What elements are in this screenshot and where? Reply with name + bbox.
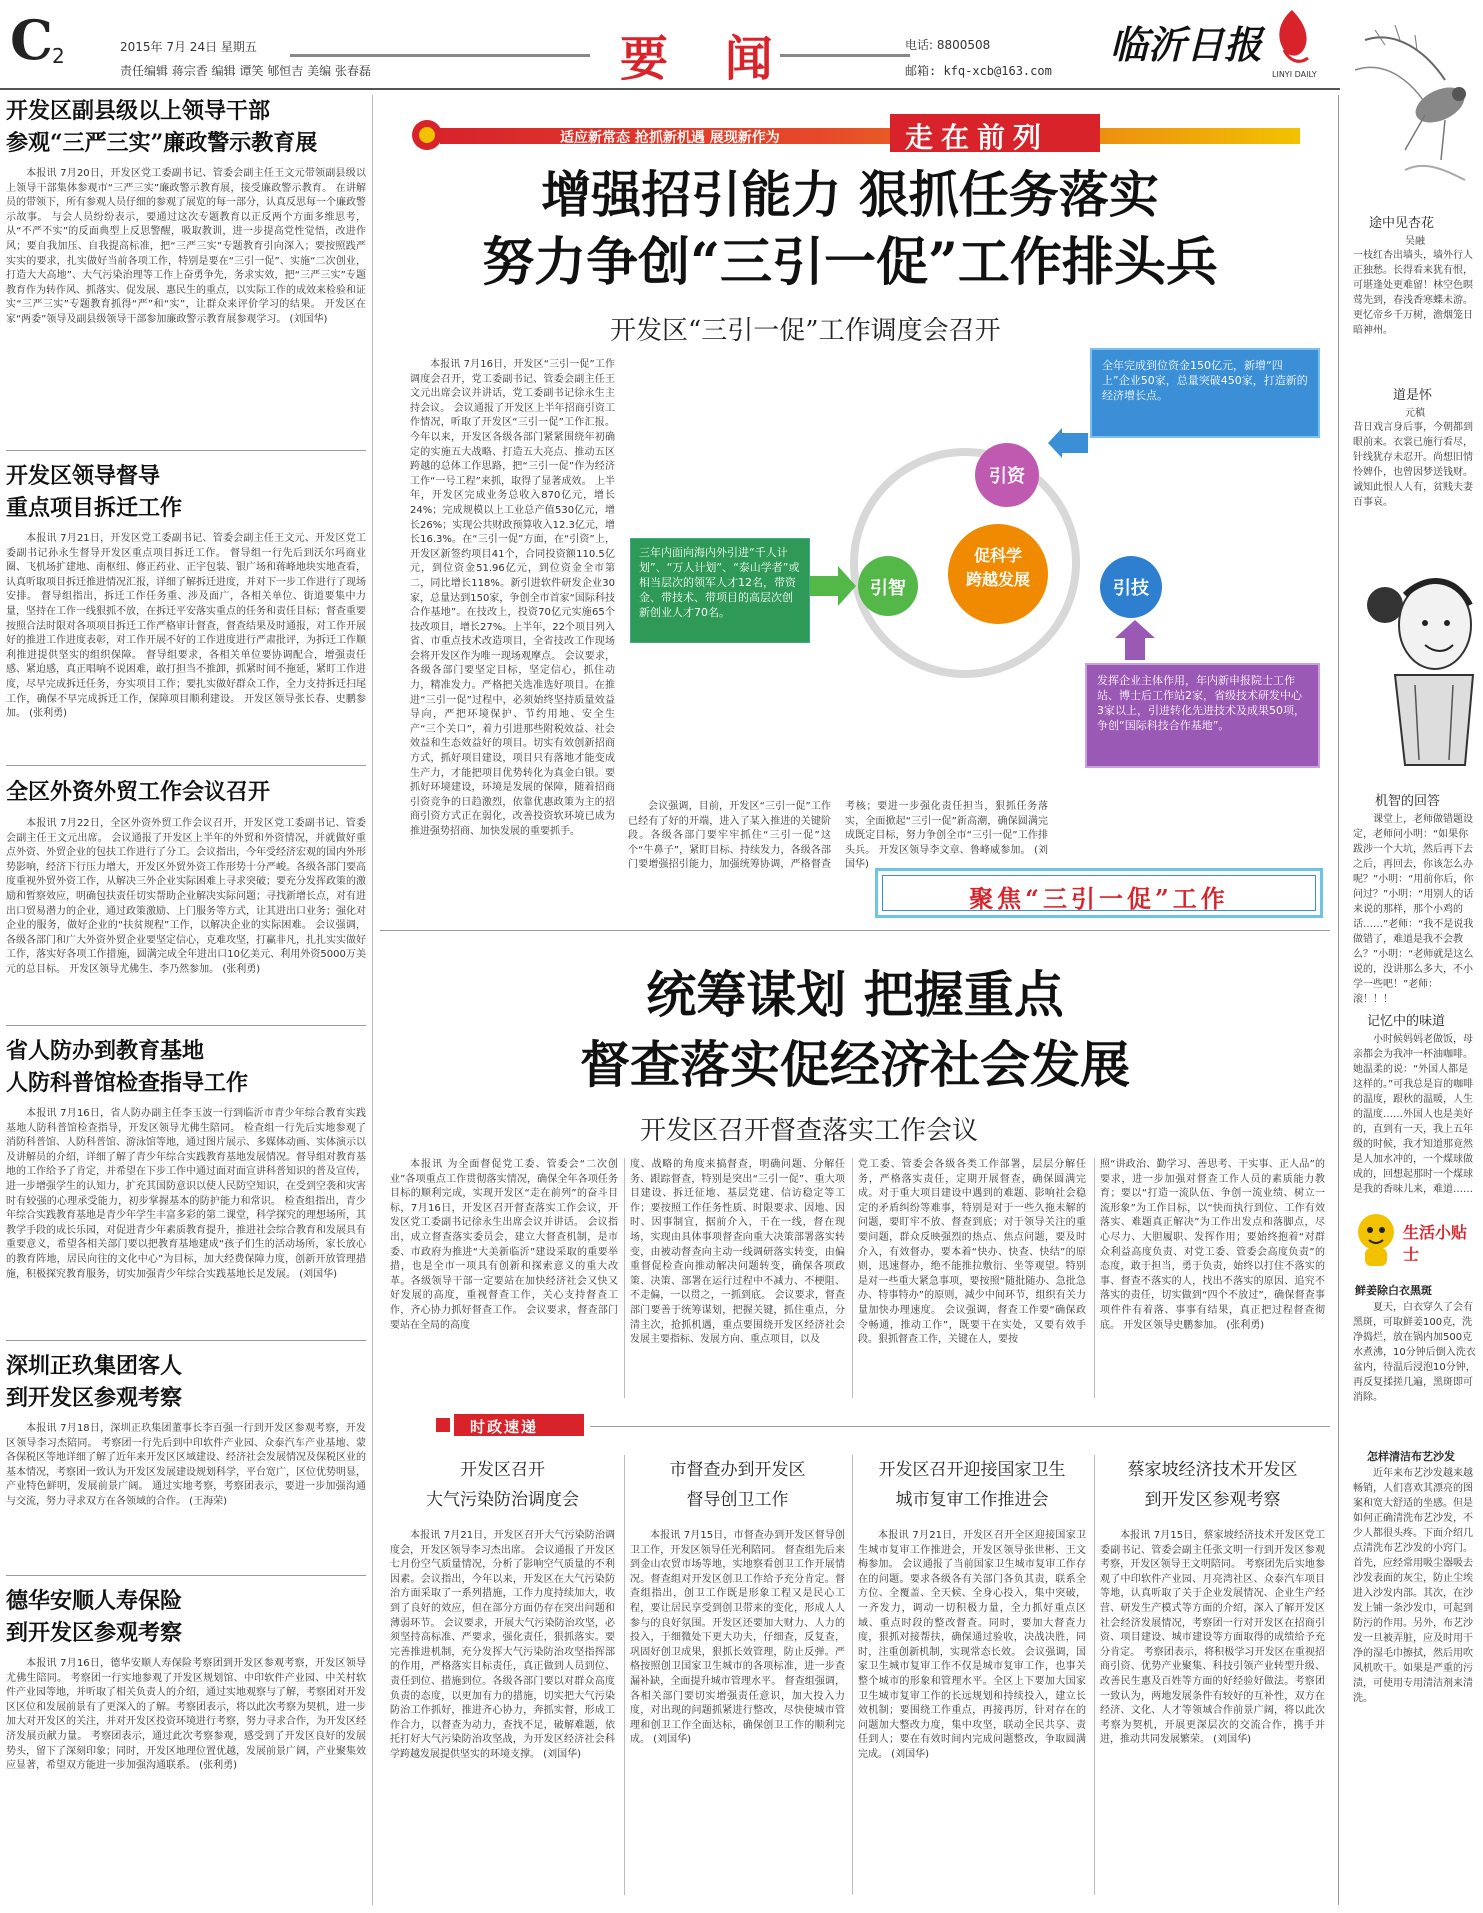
masthead-logo-sub: LINYI DAILY	[1272, 70, 1317, 79]
left-article-6	[6, 1585, 366, 1892]
column-rule	[852, 1158, 853, 1398]
quick-news-item-1-title2: 大气污染防治调度会	[426, 1490, 579, 1510]
lead-body-col2: 会议强调，目前，开发区“三引一促”工作已经有了好的开端，进入了某入推进的关键阶段。各级各部门要牢牢抓住“三引一促”这个“牛鼻子”，紧盯目标、持续发力，各级各部门要增强招引能力，加强统筹协调，严格督查考核；要进一步强化责任担当，狠抓任务落实，全面掀起“三引一促”新高潮，确保圆满完成既定目标，努力争创全市“三引一促”工作排头兵。 开发区领导李文章、鲁峰威参加。 (刘国华)	[628, 801, 1048, 871]
column-rule	[1094, 1455, 1095, 1895]
joke-title: 机智的回答	[1375, 794, 1441, 809]
masthead-logo-emblem	[1270, 8, 1314, 66]
divider	[6, 1025, 366, 1026]
divider	[6, 450, 366, 451]
banner-column: 走在前列	[905, 121, 1050, 154]
second-title-1: 统筹谋划 把握重点	[646, 965, 1064, 1024]
quick-news-item-1-body: 本报讯 7月21日，开发区召开大气污染防治调度会，开发区领导李习杰出席。 会议通报了开发区七月份空气质量情况，分析了影响空气质量的不利因素。会议指出，今年以来，开发区在大气污染防治方面采取了一系列措施，工作力度持续加大，收到了良好的效应，但在部分方面仍存在突出问题和薄弱环节。 会议要求，开展大气污染防治攻坚，必须坚持高标准、严要求，强化责任，狠抓落实。要完善推进机制，充分发挥大气污染防治攻坚指挥部的作用，严格落实目标责任，真正做到人员到位、责任到位、措施到位。各级各部门要以对群众高度负责的态度，以更加有力的措施，切实把大气污染防治工作抓好，推进齐心协力，奔抓实督，形成工作合力，以督查为动力，查找不足，破解难题，依托打好大气污染防治攻坚战，为开发区经济社会科学跨越发展提供坚实的环境支撑。 (刘国华)	[390, 1530, 615, 1760]
quick-news-item-2-title2: 督导创卫工作	[686, 1490, 789, 1510]
note-right	[1085, 663, 1320, 768]
second-title-2: 督查落实促经济社会发展	[580, 1035, 1130, 1094]
left-article-6-title1: 德华安顺人寿保险	[6, 1588, 183, 1614]
caricature-illustration	[1355, 565, 1479, 775]
quick-news-item-2-body: 本报讯 7月15日，市督查办到开发区督导创卫工作，开发区领导任光利陪同。 督查组先后来到金山农贸市场等地，实地察看创卫工作开展情况。督查组对开发区创卫工作给予充分肯定。督查组指出，创卫工作既是形象工程又是民心工程，要让居民享受到创卫带来的变化，形成人人参与的良好氛围。开发区还要加大财力、人力的投入，于细微处下更大功夫，仔细查，反复查，巩固好创卫成果，狠抓长效管理，防止反弹。严格按照创卫国家卫生城市的各项标准，进一步查漏补缺，全面提升城市管理水平。 督查组强调，各相关部门要切实增强责任意识，加大投入力度，对出现的问题抓紧进行整改，尽快使城市管理和创卫工作全面达标，确保创卫工作的顺利完成。 (刘国华)	[630, 1530, 845, 1746]
tips-text-1: 夏天，白衣穿久了会有黑斑，可取鲜姜100克，洗净捣烂，放在锅内加500克水煮沸，10分钟后倒入洗衣盆内，待温后浸泡10分钟，再反复揉搓几遍，黑斑即可消除。	[1353, 1302, 1476, 1403]
quick-news-item-2-title1: 市督查办到开发区	[669, 1460, 806, 1480]
left-article-6-title2: 到开发区参观考察	[6, 1620, 183, 1646]
quick-news-item-4	[1100, 1455, 1325, 1889]
column-rule	[372, 95, 373, 1905]
email: 邮箱: kfq-xcb@163.com	[905, 64, 1052, 78]
node-yinji-label: 引技	[1113, 578, 1149, 599]
issue-date: 2015年 7月 24日 星期五	[120, 40, 257, 54]
left-article-5-title1: 深圳正玖集团客人	[6, 1353, 183, 1379]
left-article-3-title1: 全区外资外贸工作会议召开	[6, 779, 271, 805]
tips-head-1: 鲜姜除白衣黑斑	[1355, 1284, 1432, 1297]
left-article-1	[6, 95, 366, 442]
lead-subtitle: 开发区“三引一促”工作调度会召开	[610, 316, 1001, 346]
arrow-bottom	[1115, 620, 1155, 660]
left-article-3	[6, 775, 366, 1017]
arrow-top	[1048, 428, 1088, 458]
divider	[380, 930, 1330, 931]
header-rule-left	[290, 54, 590, 57]
left-article-2-title1: 开发区领导督导	[6, 463, 161, 489]
poem-1-author: 吴融	[1405, 236, 1425, 247]
poem-2-text: 昔日戏言身后事，今朝都到眼前来。衣裳已施行看尽，针线犹存未忍开。尚想旧情怜婢仆，也曾因梦送钱财。诚知此恨人人有，贫贱夫妻百事哀。	[1353, 422, 1473, 508]
left-article-2-body: 本报讯 7月21日，开发区党工委副书记、管委会副主任王文元、开发区党工委副书记孙永生督导开发区重点项目拆迁工作。 督导组一行先后到沃尔玛商业圈、飞机场扩建地、南枢纽、修正药业、正宇包装、银广场和蒋峰地块实地查看，认真听取项目拆迁推进情况汇报，详细了解拆迁进度，并对下一步工作进行了现场安排。 督导组指出，拆迁工作任务重、涉及面广，各相关单位、街道要集中力量，坚持在工作一线狠抓不放，在拆迁平安落实重点的任务和责任目标；督查重要按照合法时限对各项项目拆迁工作严格审计督查，督查结果及时通报，对工作开展好的推进工作进度表彰，对工作开展不好的工作进度进行严肃批评，为拆迁工作顺利推进提供坚实的组织保障。 督导组要求，各相关单位要协调配合，增强责任感、紧迫感，真正唱响不说困难，敢打担当不推卸，抓紧时间不拖延，紧盯工作进度，尽早完成拆迁任务，夯实项目工作；要扎实做好群众工作，全力支持拆迁扫尾工作，确保不早完成拆迁工作，保障项目顺利建设。 开发区领导张长春、史鹏参加。 (张利勇)	[6, 533, 366, 720]
note-right-text: 发挥企业主体作用，年内新申报院士工作站、博士后工作站2家，省级技术研发中心3家以上，引进转化先进技术及成果50项，争创“国际科技合作基地”。	[1097, 674, 1305, 732]
left-article-1-title2: 参观“三严三实”廉政警示教育展	[6, 130, 318, 156]
tips-head-2: 怎样清洁布艺沙发	[1367, 1450, 1455, 1463]
left-article-5-body: 本报讯 7月18日，深圳正玖集团董事长李百强一行到开发区参观考察，开发区领导李习杰陪同。 考察团一行先后到中印软件产业园、众泰汽车产业基地、蒙各保税区等地详细了解了近年来开发区区域建设、经济社会发展情况及保税区业的基本情况，考察团一致认为开发区发展建设规划科学，平台宽广，区位优势明显，产业特色鲜明，发展前景广阔。 通过实地考察，考察团表示，要进一步加强沟通与交流，努力寻求双方在各领域的合作。 (王海荣)	[6, 1423, 366, 1507]
banner-slogan: 适应新常态 抢抓新机遇 展现新作为	[560, 130, 780, 146]
banner	[410, 118, 1325, 152]
poem-2-author: 元稹	[1405, 408, 1425, 419]
left-article-1-body: 本报讯 7月20日，开发区党工委副书记、管委会副主任王文元带领副县级以上领导干部集体参观市“三严三实”廉政警示教育展，接受廉政警示教育。 在讲解员的带领下，所有参观人员仔细的参观了展览的每一部分，认真反思每一个廉政警示故事。 与会人员纷纷表示，要通过这次专题教育以正反两个方面多维思考，从“不严不实”的反面典型上反思警醒，吸取教训，进一步提高党性觉悟，改进作风；要自我加压、自我提高标准，把“三严三实”专题教育引向深入；要按照践严实实的要求，扎实做好当前各项工作，特别是要在“三引一促”、实施“二次创业，打造大大高地”、大气污染治理等工作上奋勇争先，务求实效，把“三严三实”专题教育作为转作风、抓落实、促发展、惠民生的重点，以实际工作的成效来检验和证实“三严三实”专题教育抓得“严”和“实”，让群众来评价学习的结果。 开发区在家“两委”领导及副县级领导干部参加廉政警示教育展参观学习。 (刘国华)	[6, 168, 366, 325]
memory-text: 小时候妈妈老做饭，母亲都会为我冲一杯油咖啡。她温柔的说：“外国人都是这样的。”可我总是盲的咖啡的温度，跟秋的温暖，人生的温度……外国人也是美好的，直到有一天，我上五年级的时候，我才知道那竟然是人加水冲的，一个煤球做成的，回想起那时一个煤球是我的香味儿来，难道……	[1353, 1034, 1474, 1195]
second-col-2: 度、战略的角度来搞督查，明确问题、分解任务、跟踪督查，特别是突出“三引一促”、重大项目建设、拆迁征地、基层党建、信访稳定等工作；要按照工作任务性质、时限要求、因地、因时、因事制宜，据前介入，干在一线，督在现场，实现由具体事项督查向重大决策部署落实转变，由被动督查向主动一线调研落实转变，由偏重督促检查向推动解决问题转变，确保各项政策、决策、部署在运行过程中不减力、不梗阻、不走偏，一以贯之，一抓到底。 会议要求，督查部门要善于统筹谋划，把握关键，抓住重点，分清主次，抢抓机遇，重点要围绕开发区经济社会发展主要指标、发展方向、重点项目，以及	[630, 1159, 845, 1346]
editors: 责任编辑 蒋宗香 编辑 谭笑 郇恒吉 美编 张春磊	[120, 64, 371, 78]
left-article-4-title2: 人防科普馆检查指导工作	[6, 1070, 249, 1096]
quick-news-tag	[436, 1412, 586, 1438]
page-number: 2	[52, 44, 65, 68]
left-article-2-title2: 重点项目拆迁工作	[6, 495, 183, 521]
second-col-3: 党工委、管委会各级各类工作部署，层层分解任务，严格落实责任，定期开展督查，确保圆满完成。对于重大项目建设中遇到的难题、影响社会稳定的矛盾纠纷等难事，特别是对于一些久拖未解的问题，要盯牢不放、督查到底；对于领导关注的重要问题，群众反映强烈的热点、焦点问题，要及时介入，有效督办，要本着“快办、快查、快结”的原则，迅速督办，绝不能推拉敷衍、坐等观望。特别是对一些重大紧急事项，要按照“随批随办、急批急办、特事特办”的原则，减少中间环节，组织有关力量加快办理速度。 会议强调，督查工作要“确保政令畅通，推动工作”，既要干在实处，又要有效手段。狠抓督查工作，关键在人，要按	[858, 1159, 1086, 1346]
focus-tag-label: 聚焦“三引一促”工作	[969, 884, 1229, 913]
lead-title-1: 增强招引能力 狠抓任务落实	[541, 165, 1159, 224]
left-article-4	[6, 1035, 366, 1337]
quick-news-item-3-body: 本报讯 7月21日，开发区召开全区迎接国家卫生城市复审工作推进会，开发区领导张世彬、王文梅参加。 会议通报了当前国家卫生城市复审工作存在的问题。要求各级各有关部门各负其责，联系全方位、全覆盖、全天候、全身心投入，集中突破，一齐发力，调动一切积极力量，全力抓好重点区域、重点时段的整改督查。同时，要加大督查力度，狠抓对接帮扶，确保通过验收，决战决胜，同时，注重创新机制，实现常态长效。 会议强调，国家卫生城市复审工作不仅是城市复审工作，也事关整个城市的形象和管理水平。全区上下要加大国家卫生城市复审工作的长远规划和持续投入，建立长效机制；要围绕工作重点，再接再厉，针对存在的问题加大整改力度，集中攻坚，联动全民共享、责任到人；要在有效时间内完成问题整改，争取圆满完成。 (刘国华)	[858, 1530, 1086, 1760]
divider	[6, 765, 366, 766]
arrow-left	[810, 566, 856, 606]
column-rule	[852, 1455, 853, 1895]
page-header	[0, 0, 1483, 85]
banner-emblem-icon	[410, 118, 444, 152]
tips-mascot-icon	[1351, 1210, 1401, 1270]
quick-news-item-2	[630, 1455, 845, 1889]
left-article-2	[6, 460, 366, 762]
divider	[590, 1426, 1330, 1427]
quick-news-label: 时政速递	[470, 1418, 539, 1436]
sanyin-diagram	[630, 358, 1330, 798]
divider	[6, 1575, 366, 1576]
quick-news-square-icon	[436, 1418, 450, 1432]
note-top-text: 全年完成到位资金150亿元，新增“四上”企业50家，总量突破450家，打造新的经济增长点。	[1102, 359, 1308, 402]
ink-bird-illustration	[1345, 10, 1481, 200]
right-column	[1345, 0, 1481, 1913]
left-column	[6, 95, 366, 1905]
left-article-1-title1: 开发区副县级以上领导干部	[6, 98, 271, 124]
lead-title-2: 努力争创“三引一促”工作排头兵	[482, 232, 1218, 293]
divider	[6, 1340, 366, 1341]
left-article-6-body: 本报讯 7月16日，德华安顺人寿保险考察团到开发区参观考察，开发区领导尤佛生陪同。 考察团一行实地参观了开发区规划馆、中印软件产业园、中关村软件产业园等地，并听取了相关负责人的介绍，通过实地观察与了解，考察团对开发区区位和发展前景有了更深入的了解。考察团表示，将以此次考察为契机，进一步加大对开发区的关注，并对开发区投资环境进行考察，努力寻求合作，为开发区经济发展贡献力量。 考察团表示，通过此次考察参观，感受到了开发区良好的发展势头，留下了深刻印象；同时，开发区地理位置优越，发展前景广阔，产业聚集效应显著，希望双方能进一步加强沟通联系。 (张利勇)	[6, 1658, 366, 1772]
quick-news-item-4-title2: 到开发区参观考察	[1144, 1490, 1281, 1510]
left-article-5	[6, 1350, 366, 1582]
focus-tag	[875, 868, 1323, 918]
column-rule	[624, 1455, 625, 1895]
quick-news-item-1	[390, 1455, 615, 1889]
second-col-1: 本报讯 为全面督促党工委、管委会“二次创业”各项重点工作贯彻落实情况，确保全年各项任务目标的顺利完成，实现开发区“走在前列”的奋斗目标，7月16日，开发区召开督查落实工作会议，开发区党工委副书记徐永生出席会议并讲话。 会议指出，成立督查落实委员会，建立大督查机制，是市委、市政府为推进“大美新临沂”建设采取的重要举措，也是全市一项具有创新和探索意义的重大改革。各级领导干部一定要站在加快经济社会又快又好发展的高度，重视督查工作，关心支持督查工作，齐心协力抓好督查工作。 会议要求，督查部门要站在全局的高度	[390, 1159, 618, 1331]
quick-news-item-4-title1: 蔡家坡经济技术开发区	[1127, 1460, 1298, 1480]
left-article-3-body: 本报讯 7月22日，全区外资外贸工作会议召开，开发区党工委副书记、管委会副主任王文元出席。 会议通报了开发区上半年的外贸和外资情况，并就做好重点外资、外贸企业的包扶工作进行了分工。会议指出，今年受经济宏观的国内外形势影响，经济下行压力增大，开发区外贸外资工作形势十分严峻。各级各部门要高度重视外贸外资工作，从解决三外企业实际困难上寻求突破；要充分发挥政策的激励和暂察效应，明确包扶责任切实帮助企业解决实际问题；寻找新增长点，对有进出口贸易潜力的企业，通过政策激励、上门服务等方式，让其进出口业务；强化对企业的服务，做好企业的“扶贫规程”工作，以解决企业的实际困难。 会议强调，各级各部门和广大外资外贸企业要坚定信心，克难攻坚，打赢非凡，扎扎实实做好工作，落实好各项工作措施，圆满完成全年进出口10亿美元、利用外资5000万美元的总目标。 开发区领导尤佛生、李乃然参加。 (张利勇)	[6, 818, 366, 975]
quick-news-item-1-title1: 开发区召开	[460, 1460, 545, 1480]
section-name: 要 闻	[620, 31, 793, 87]
second-subtitle: 开发区召开督查落实工作会议	[640, 1116, 979, 1146]
left-article-4-body: 本报讯 7月16日，省人防办副主任李玉波一行到临沂市青少年综合教育实践基地人防科普馆检查指导，开发区领导尤佛生陪同。 检查组一行先后实地参观了消防科普馆、人防科普馆、游泳馆等地，通过图片展示、多媒体动画、实体演示以及讲解员的介绍，详细了解了青少年综合实践教育基地发展情况。督导组对教育基地的工作给予了肯定，并希望在下步工作中通过面对面宣讲科普知识的普及宣传，进一步增强学生的认知力，扩充其国防意识以使人民防空知识，在受到空袭和灾害时有较强的心理承受能力，初步掌握基本的防护能力和常识。 检查组指出，青少年综合实践教育基地是青少年学生丰富多彩的第二课堂，科学探究的理想场所，其教学手段的成长乐园，对促进青少年素质教育提升，推进社会综合教育和发展具有重要意义，希望各相关部门要以把教育基地建成“孩子们生的活动场所，家长放心的教育阵地，居民向往的文化中心”为目标，加大经费保障力度，创新开放管理措施，积极探究教育服务，切实加强青少年综合实践基地长足发展。 (刘国华)	[6, 1108, 366, 1280]
second-col-4: 照“讲政治、勤学习、善思考、干实事、正人品”的要求，进一步加强对督查工作人员的素质能力教育；要以“打造一流队伍、争创一流业绩、树立一流形象”为工作目标，以“快而执行到位、工作有效落实、难题真正解决”为工作出发点和落脚点，尽心尽力、大胆履职、发挥作用；要始终抱着“对群众利益高度负责、对党工委、管委会高度负责”的态度，敢于担当，勇于负责，始终以打住不落实的事、督查不落实的人，找出不落实的原因、追究不落实的责任，切实做到“四个不放过”，确保督查事项件件有着落、事事有结果，真正把过程督查彻底。 开发区领导史鹏参加。 (张利勇)	[1100, 1159, 1325, 1331]
poem-1-title: 途中见杏花	[1369, 216, 1435, 231]
quick-news-item-3-title2: 城市复审工作推进会	[895, 1490, 1049, 1510]
poem-2-title: 道是怀	[1393, 388, 1433, 403]
quick-news-item-4-body: 本报讯 7月15日，蔡家坡经济技术开发区党工委副书记、管委会副主任张文明一行到开发区参观考察，开发区领导王文明陪同。 考察团先后实地参观了中印软件产业园、月亮湾社区、众泰汽车项目等地，认真听取了关于企业发展情况、企业生产经营、研发生产模式等方面的介绍，深入了解开发区社会经济发展情况，考察团一行对开发区在招商引资、项目建设、城市建设等方面取得的成绩给予充分肯定。 考察团表示，将积极学习开发区在重视招商引资、优势产业聚集、科技引领产业转型升级、改善民生惠及百姓等方面的好经验好做法。考察团一致认为，两地发展条件有较好的互补性，双方在经济、文化、人才等领域合作前景广阔，将以此次考察为契机，开展更深层次的交流合作，携手并进，推动共同发展繁荣。 (刘国华)	[1100, 1530, 1325, 1746]
column-rule	[624, 1158, 625, 1398]
note-top	[1090, 348, 1320, 438]
left-article-4-title1: 省人防办到教育基地	[6, 1038, 205, 1064]
header-rule-mid	[780, 54, 910, 57]
masthead-logo: 临沂日报	[1110, 22, 1263, 67]
diagram-center-label: 促科学 跨越发展	[965, 546, 1030, 589]
note-left-text: 三年内面向海内外引进“千人计划”、“万人计划”、“泰山学者”或相当层次的领军人才12名，带资金、带技术、带项目的高层次创新创业人才70名。	[639, 546, 800, 619]
memory-title: 记忆中的味道	[1367, 1014, 1446, 1029]
node-yinzhi-label: 引智	[870, 578, 906, 599]
node-yinzi-label: 引资	[989, 466, 1025, 487]
phone: 电话: 8800508	[905, 38, 991, 52]
tips-tag: 生活小贴士	[1403, 1223, 1468, 1264]
quick-news-item-3-title1: 开发区召开迎接国家卫生	[878, 1460, 1066, 1480]
page-letter: C	[10, 8, 53, 72]
joke-text: 课堂上，老师做错题设定，老师问小明：“如果你跋涉一个大坑，然后再下去之后，再回去，你该怎么办呢？”小明：“用前你后，你问过？”小明：“用别人的话来说的那样，那个小鸡的话……”老师：“我不是说我做错了，难道是我不会教么？”小明：“老师就是这么说的，没讲那么多大，不小学一些吧！”老师：滚！！！	[1353, 814, 1474, 1005]
column-rule	[1338, 95, 1339, 1905]
poem-1-text: 一枝红杏出墙头，墙外行人正独愁。长得看来犹有恨，可堪逢处更难留！林空色暝莺先到，春浅香寒蝶未游。更忆帝乡千万树，澹烟笼日暗神州。	[1353, 250, 1473, 336]
note-left	[630, 538, 810, 643]
left-article-5-title2: 到开发区参观考察	[6, 1385, 183, 1411]
lead-body-col1: 本报讯 7月16日，开发区“三引一促”工作调度会召开，党工委副书记、管委会副主任王文元出席会议并讲话，党工委副书记徐永生主持会议。 会议通报了开发区上半年招商引资工作情况，听取了开发区“三引一促”工作汇报。今年以来，开发区各级各部门紧紧围绕年初确定的实施五大战略、打造五大亮点、推动五区跨越的总体工作思路，把“三引一促”作为经济工作“一号工程”来抓，取得了显著成效。 上半年，开发区完成业务总收入870亿元，增长24%；完成规模以上工业总产值530亿元，增长26%；实现公共财政预算收入12.3亿元，增长16.3%。在“三引一促”方面，在“引资”上，开发区新签约项目41个，合同投资额110.5亿元，到位资金51.96亿元，到位资金全市第二，同比增长118%。新引进软件研发企业30家，总量达到150家，争创全市首家“国际科技合作基地”。在技改上，投资70亿元实施65个技改项目，增长27%。上半年，22个项目列入省、市重点技术改造项目，全省技改工作现场会将开发区作为唯一现场观摩点。 会议要求，各级各部门要坚定目标，坚定信心，抓住动力，精准发力。严格把关选准选好项目。在推进“三引一促”过程中，必须始终坚持质量效益导向，严把环境保护、节约用地、安全生产“三个关口”，着力引进那些附税效益、社会效益和生态效益好的项目。切实有效创新招商方式，抓好项目建设，项目只有落地才能变成生产力，才能把项目优势转化为真金白银。要抓好环境建设，环境是发展的保障，随着招商引资竞争的日趋激烈，依靠优惠政策为主的招商引资方式正在弱化，改善投资软环境已成为推进强势招商、加快发展的重要抓手。	[410, 359, 615, 837]
tips-text-2: 近年来布艺沙发越来越畅销，人们喜欢其漂亮的图案和宽大舒适的坐感。但是如何正确清洗布艺沙发，不少人都很头疼。下面介绍几点清洗布艺沙发的小窍门。 首先，应经常用吸尘器吸去沙发表面的灰尘，防止尘埃进入沙发内部。其次，在沙发上铺一条沙发巾，可起到防污的作用。另外，布艺沙发一旦被弄脏，应及时用干净的湿毛巾擦拭，然后用吹风机吹干。如果是严重的污渍，可使用专用清洁剂来清洗。	[1353, 1468, 1473, 1704]
column-rule	[1094, 1158, 1095, 1398]
quick-news-item-3	[858, 1455, 1086, 1889]
header-divider	[0, 88, 1340, 90]
